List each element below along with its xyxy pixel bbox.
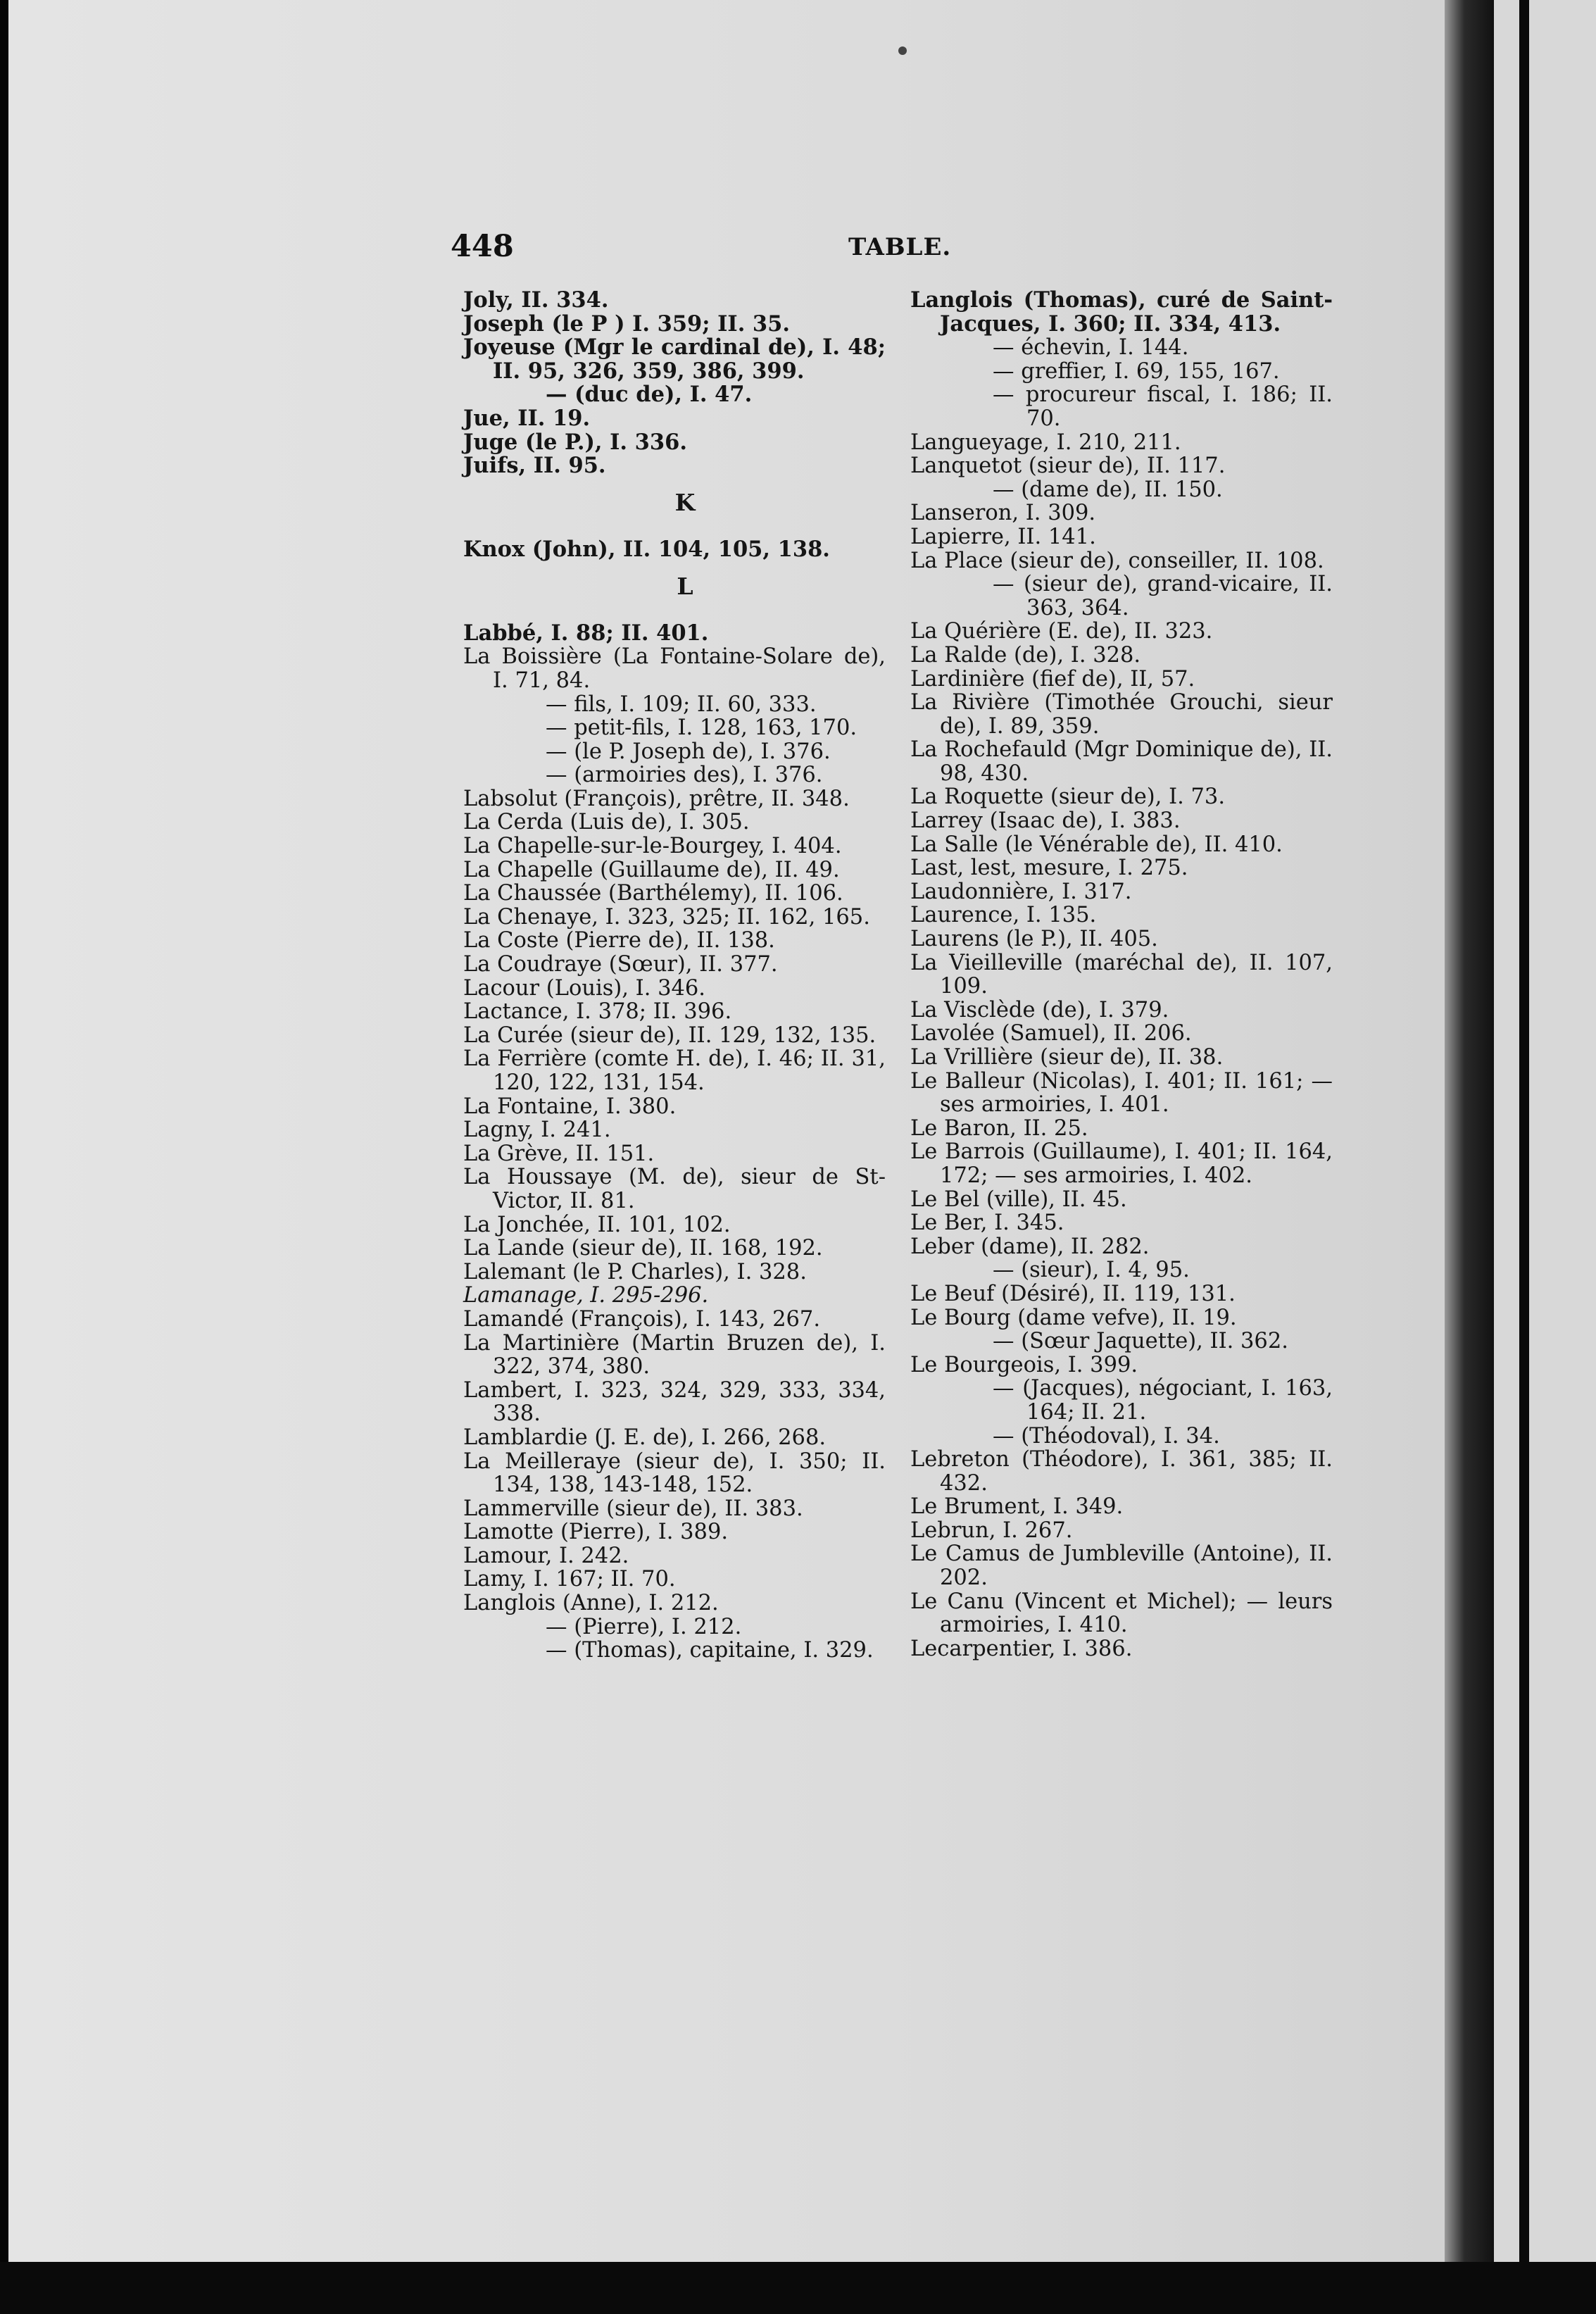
index-subentry: — (Thomas), capitaine, I. 329. — [546, 1638, 874, 1663]
index-subentry: — (le P. Joseph de), I. 376. — [546, 739, 831, 764]
index-entry: Knox (John), II. 104, 105, 138. — [463, 536, 830, 562]
index-entry: Le Canu (Vincent et Michel); — leurs armoiries, I. 410. — [910, 1589, 1333, 1638]
index-entry: La Roquette (sieur de), I. 73. — [910, 784, 1226, 810]
index-entry: La Ferrière (comte H. de), I. 46; II. 31, 120, 122, 131, 154. — [463, 1046, 886, 1095]
index-entry: La Coste (Pierre de), II. 138. — [463, 928, 775, 953]
right-column — [910, 289, 1333, 1661]
index-entry: La Boissière (La Fontaine-Solare de), I. 71, 84. — [463, 644, 886, 693]
index-entry: La Coudraye (Sœur), II. 377. — [463, 952, 778, 977]
index-entry: Juifs, II. 95. — [463, 453, 606, 479]
index-entry: La Chapelle-sur-le-Bourgey, I. 404. — [463, 834, 842, 859]
index-entry: Lebrun, I. 267. — [910, 1518, 1073, 1543]
index-entry: Le Bourg (dame vefve), II. 19. — [910, 1305, 1237, 1330]
index-entry: La Quérière (E. de), II. 323. — [910, 619, 1213, 644]
index-entry: Lanquetot (sieur de), II. 117. — [910, 454, 1226, 479]
index-entry: Lardinière (fief de), II, 57. — [910, 666, 1195, 692]
index-entry: Lavolée (Samuel), II. 206. — [910, 1021, 1192, 1046]
index-subentry: — (sieur), I. 4, 95. — [993, 1258, 1190, 1283]
index-entry: Last, lest, mesure, I. 275. — [910, 856, 1188, 881]
index-entry: Le Balleur (Nicolas), I. 401; II. 161; — ses armoiries, I. 401. — [910, 1068, 1333, 1118]
index-subentry: — (Sœur Jaquette), II. 362. — [993, 1329, 1288, 1354]
index-entry: Lamandé (François), I. 143, 267. — [463, 1306, 821, 1332]
index-entry: Lamour, I. 242. — [463, 1543, 629, 1568]
index-entry: Langlois (Anne), I. 212. — [463, 1591, 719, 1616]
index-entry: La Chenaye, I. 323, 325; II. 162, 165. — [463, 904, 870, 930]
left-column — [463, 289, 886, 1663]
index-entry: Le Camus de Jumbleville (Antoine), II. 202. — [910, 1541, 1333, 1591]
index-entry: Lecarpentier, I. 386. — [910, 1636, 1133, 1661]
index-entry: Lammerville (sieur de), II. 383. — [463, 1496, 803, 1521]
index-entry: Lagny, I. 241. — [463, 1118, 611, 1143]
index-entry: La Chaussée (Barthélemy), II. 106. — [463, 881, 843, 906]
index-entry: Laurence, I. 135. — [910, 903, 1097, 928]
index-subentry: — échevin, I. 144. — [993, 335, 1189, 361]
index-entry: La Rochefauld (Mgr Dominique de), II. 98, 430. — [910, 737, 1333, 786]
page-header — [451, 229, 1324, 271]
index-subentry: — (Jacques), négociant, I. 163, 164; II. 21. — [993, 1376, 1333, 1425]
ink-speck — [898, 46, 907, 55]
index-entry: La Salle (le Vénérable de), II. 410. — [910, 832, 1283, 857]
index-entry: Jue, II. 19. — [463, 405, 591, 431]
index-entry: Laurens (le P.), II. 405. — [910, 927, 1158, 952]
index-subentry: — (Théodoval), I. 34. — [993, 1423, 1220, 1449]
index-entry: La Martinière (Martin Bruzen de), I. 322, 374, 380. — [463, 1330, 886, 1380]
section-letter-k: K — [674, 488, 696, 516]
index-entry: Lamy, I. 167; II. 70. — [463, 1567, 676, 1592]
index-entry: Langueyage, I. 210, 211. — [910, 430, 1181, 455]
index-subentry: — (Pierre), I. 212. — [546, 1614, 742, 1639]
index-entry: La Vieilleville (maréchal de), II. 107, 109. — [910, 950, 1333, 999]
index-entry: La Ralde (de), I. 328. — [910, 642, 1141, 668]
index-entry: La Lande (sieur de), II. 168, 192. — [463, 1236, 823, 1261]
page-number: 448 — [451, 229, 514, 264]
index-entry: Joseph (le P ) I. 359; II. 35. — [463, 311, 790, 337]
index-entry: Lapierre, II. 141. — [910, 524, 1096, 549]
index-subentry: — petit-fils, I. 128, 163, 170. — [546, 715, 857, 741]
index-entry: La Fontaine, I. 380. — [463, 1094, 677, 1119]
index-entry: Le Ber, I. 345. — [910, 1211, 1064, 1236]
index-entry: Lamanage, I. 295-296. — [463, 1283, 709, 1308]
index-entry: La Grève, II. 151. — [463, 1141, 655, 1166]
index-entry: La Vrillière (sieur de), II. 38. — [910, 1045, 1224, 1070]
index-subentry: — (duc de), I. 47. — [546, 382, 753, 408]
index-entry: Le Brument, I. 349. — [910, 1494, 1124, 1520]
index-entry: Lactance, I. 378; II. 396. — [463, 999, 732, 1025]
index-entry: Leber (dame), II. 282. — [910, 1234, 1150, 1259]
index-entry: Le Bel (ville), II. 45. — [910, 1187, 1127, 1212]
scan-edge-line — [1519, 0, 1529, 2314]
index-entry: Juge (le P.), I. 336. — [463, 429, 687, 455]
index-entry: Laudonnière, I. 317. — [910, 879, 1132, 904]
scan-bottom-border — [0, 2262, 1596, 2314]
index-entry: Joly, II. 334. — [463, 287, 609, 313]
index-entry: La Chapelle (Guillaume de), II. 49. — [463, 857, 840, 882]
index-subentry: — procureur fiscal, I. 186; II. 70. — [993, 382, 1333, 431]
page-gutter-shadow — [1445, 0, 1494, 2262]
index-entry: Lacour (Louis), I. 346. — [463, 975, 706, 1001]
index-entry: Lambert, I. 323, 324, 329, 333, 334, 338. — [463, 1377, 886, 1427]
index-entry: Lalemant (le P. Charles), I. 328. — [463, 1259, 807, 1284]
index-entry: Le Barrois (Guillaume), I. 401; II. 164, 172; — ses armoiries, I. 402. — [910, 1139, 1333, 1188]
section-letter-l: L — [677, 572, 693, 600]
index-subentry: — (armoiries des), I. 376. — [546, 763, 823, 788]
index-entry: La Houssaye (M. de), sieur de St-Victor, II. 81. — [463, 1165, 886, 1213]
index-subentry: — greffier, I. 69, 155, 167. — [993, 358, 1280, 384]
index-entry: Larrey (Isaac de), I. 383. — [910, 808, 1181, 834]
index-subentry: — (dame de), II. 150. — [993, 477, 1223, 502]
index-entry: La Jonchée, II. 101, 102. — [463, 1212, 731, 1237]
index-entry: Labbé, I. 88; II. 401. — [463, 620, 709, 646]
index-entry: Lamblardie (J. E. de), I. 266, 268. — [463, 1425, 827, 1450]
index-entry: La Curée (sieur de), II. 129, 132, 135. — [463, 1022, 876, 1048]
scan-edge-strip — [1494, 0, 1596, 2314]
index-entry: Le Baron, II. 25. — [910, 1115, 1088, 1141]
index-entry: Langlois (Thomas), curé de Saint-Jacques, I. 360; II. 334, 413. — [910, 287, 1333, 337]
index-entry: La Visclède (de), I. 379. — [910, 997, 1169, 1022]
index-entry: Lebreton (Théodore), I. 361, 385; II. 432. — [910, 1447, 1333, 1496]
index-subentry: — (sieur de), grand-vicaire, II. 363, 364. — [993, 572, 1333, 620]
index-entry: Labsolut (François), prêtre, II. 348. — [463, 786, 850, 811]
index-entry: Le Beuf (Désiré), II. 119, 131. — [910, 1281, 1236, 1306]
index-subentry: — fils, I. 109; II. 60, 333. — [546, 692, 817, 717]
index-entry: Le Bourgeois, I. 399. — [910, 1352, 1138, 1377]
index-entry: La Meilleraye (sieur de), I. 350; II. 134, 138, 143-148, 152. — [463, 1449, 886, 1498]
index-entry: Lanseron, I. 309. — [910, 501, 1096, 526]
index-entry: Joyeuse (Mgr le cardinal de), I. 48; II. 95, 326, 359, 386, 399. — [463, 334, 886, 384]
index-entry: La Rivière (Timothée Grouchi, sieur de), I. 89, 359. — [910, 690, 1333, 739]
running-title: TABLE. — [848, 233, 952, 261]
index-entry: La Cerda (Luis de), I. 305. — [463, 810, 750, 835]
index-entry: Lamotte (Pierre), I. 389. — [463, 1520, 729, 1545]
index-entry: La Place (sieur de), conseiller, II. 108. — [910, 548, 1324, 573]
